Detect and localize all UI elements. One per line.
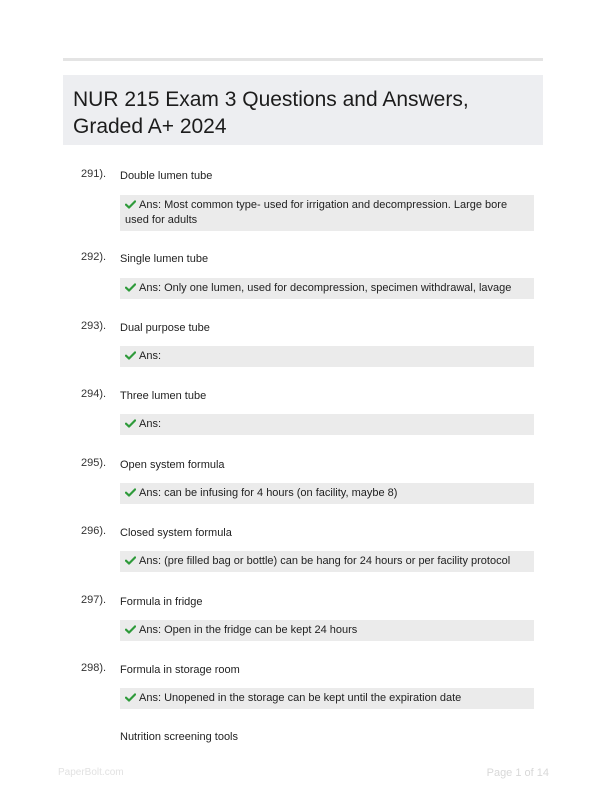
answer-text: Ans: (pre filled bag or bottle) can be hang for 24 hours or per facility protocol [139, 555, 511, 567]
checkmark-icon [125, 693, 136, 702]
checkmark-icon [125, 556, 136, 565]
answer-text: Ans: [139, 350, 162, 362]
question-text: Closed system formula [120, 527, 232, 539]
question-text: Three lumen tube [120, 390, 207, 402]
answer-text: Ans: Unopened in the storage can be kept until the expiration date [139, 692, 462, 704]
question-text: Formula in fridge [120, 596, 203, 608]
page-indicator: Page 1 of 14 [486, 767, 549, 779]
question-number: 294). [81, 388, 107, 400]
question-text: Dual purpose tube [120, 322, 210, 334]
answer-box [120, 346, 534, 367]
answer-box [120, 551, 534, 572]
question-text: Open system formula [120, 459, 225, 471]
question-number: 298). [81, 662, 107, 674]
checkmark-icon [125, 419, 136, 428]
answer-text: Ans: [139, 418, 162, 430]
answer-box [120, 278, 534, 299]
checkmark-icon [125, 200, 136, 209]
question-number: 293). [81, 320, 107, 332]
answer-box [120, 688, 534, 709]
answer-text: Ans: Open in the fridge can be kept 24 hours [139, 624, 358, 636]
answer-box [120, 414, 534, 435]
question-text: Formula in storage room [120, 664, 240, 676]
question-number: 296). [81, 525, 107, 537]
question-number: 297). [81, 594, 107, 606]
top-divider [63, 58, 543, 61]
question-text: Double lumen tube [120, 170, 213, 182]
answer-text: Ans: Only one lumen, used for decompression, specimen withdrawal, lavage [139, 282, 512, 294]
question-number: 291). [81, 168, 107, 180]
answer-box [120, 195, 534, 231]
question-text: Single lumen tube [120, 253, 209, 265]
answer-box [120, 620, 534, 641]
answer-box [120, 483, 534, 504]
footer-watermark: PaperBolt.com [58, 767, 124, 778]
checkmark-icon [125, 351, 136, 360]
checkmark-icon [125, 625, 136, 634]
answer-text: Ans: can be infusing for 4 hours (on facility, maybe 8) [139, 487, 398, 499]
checkmark-icon [125, 283, 136, 292]
question-text: Nutrition screening tools [120, 731, 239, 743]
answer-text: Ans: Most common type- used for irrigation and decompression. Large bore used for adults [125, 199, 508, 226]
page-title: NUR 215 Exam 3 Questions and Answers, Graded A+ 2024 [73, 88, 469, 138]
question-number: 295). [81, 457, 107, 469]
title-banner [63, 75, 543, 145]
checkmark-icon [125, 488, 136, 497]
question-number: 292). [81, 251, 107, 263]
